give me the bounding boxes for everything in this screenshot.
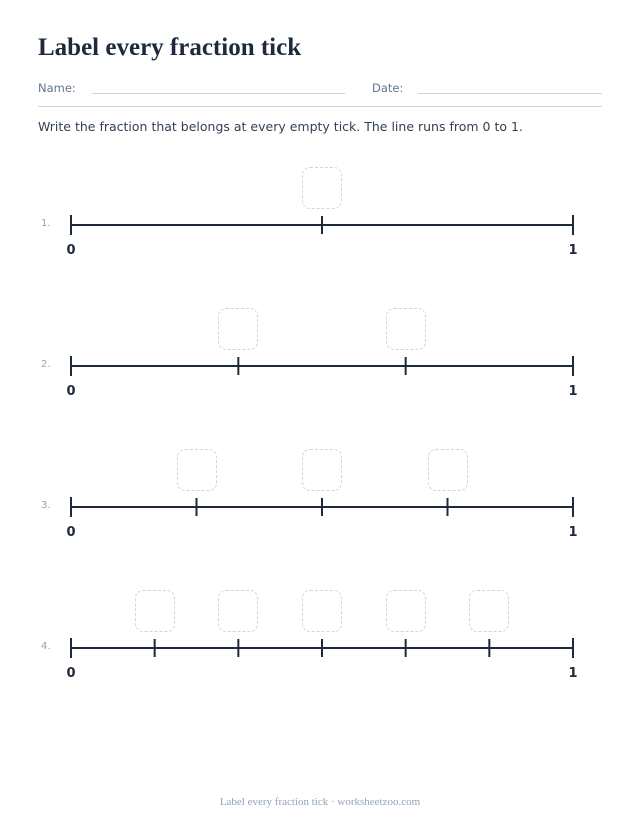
name-label: Name: xyxy=(38,81,76,95)
footer-text: Label every fraction tick · worksheetzoo.com xyxy=(219,796,421,808)
problem-number: 4. xyxy=(41,641,51,652)
start-label: 0 xyxy=(66,525,76,540)
header-divider xyxy=(38,106,602,107)
problem-1 xyxy=(0,160,640,270)
problem-2 xyxy=(0,301,640,411)
number-line xyxy=(0,442,640,552)
problem-number: 2. xyxy=(41,359,51,370)
start-label: 0 xyxy=(66,384,76,399)
date-input-line[interactable] xyxy=(418,93,602,94)
end-label: 1 xyxy=(568,666,578,681)
problem-3 xyxy=(0,442,640,552)
problem-number: 3. xyxy=(41,500,51,511)
worksheet-title: Label every fraction tick xyxy=(38,34,302,61)
problem-4 xyxy=(0,583,640,693)
start-label: 0 xyxy=(66,243,76,258)
end-label: 1 xyxy=(568,384,578,399)
date-label: Date: xyxy=(372,81,404,95)
number-line xyxy=(0,583,640,693)
end-label: 1 xyxy=(568,525,578,540)
problem-number: 1. xyxy=(41,218,51,229)
number-line xyxy=(0,301,640,411)
start-label: 0 xyxy=(66,666,76,681)
end-label: 1 xyxy=(568,243,578,258)
instructions-text: Write the fraction that belongs at every empty tick. The line runs from 0 to 1. xyxy=(38,119,523,134)
name-input-line[interactable] xyxy=(92,93,345,94)
number-line xyxy=(0,160,640,270)
